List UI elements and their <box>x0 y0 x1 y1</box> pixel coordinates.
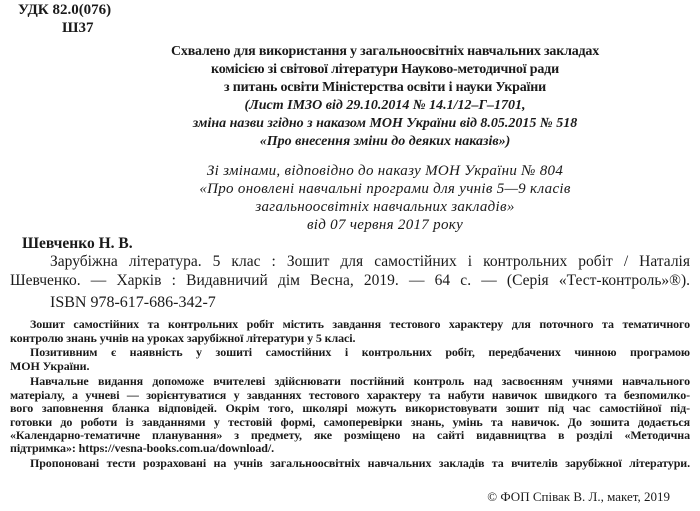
changes-line: Зі змінами, відповідно до наказу МОН України № 804 <box>206 163 564 179</box>
annotation-line: готовки до роботи із завданнями у тестовій формі, самоперевірки знань, умінь та навичок. До зошита додається <box>10 415 690 429</box>
annotation-line: Позитивним є наявність у зошиті самостійних і контрольних робіт, передбачених чинною програмою <box>30 345 690 359</box>
annotation-line: матеріалу, а учневі — зорієнтуватися у завданнях тестового характеру та набути навичок швидкого та безпомилко- <box>10 388 690 402</box>
udk-code: УДК 82.0(076) <box>18 2 112 18</box>
author: Шевченко Н. В. <box>22 235 133 252</box>
annotation-line: Зошит самостійних та контрольних робіт містить завдання тестового характеру для поточного та тематичного <box>30 317 690 331</box>
annotation-line: Навчальне видання допоможе вчителеві здійснювати постійний контроль над засвоєнням учнями навчального <box>30 374 690 388</box>
approval-line: Схвалено для використання у загальноосвітніх навчальних закладах <box>170 44 600 59</box>
bibliography-line: Зарубіжна література. 5 клас : Зошит для самостійних і контрольних робіт / Наталія <box>50 253 690 270</box>
changes-line: «Про оновлені навчальні програми для учнів 5—9 класів <box>199 181 571 197</box>
annotation-line: підтримка»: https://vesna-books.com.ua/download/. <box>10 441 274 455</box>
annotation-line: Пропоновані тести розраховані на учнів загальноосвітніх навчальних закладів та вчителів зарубіжної літератури. <box>30 456 690 470</box>
bbk-code: Ш37 <box>62 20 94 36</box>
bibliography-line: Шевченко. — Харків : Видавничий дім Весна, 2019. — 64 с. — (Серія «Тест-контроль»®). <box>10 272 690 289</box>
annotation-line: «Календарно-тематичне планування» з предмету, яке розміщено на сайті видавництва в розділі «Методична <box>10 428 690 442</box>
copyright: © ФОП Співак В. Л., макет, 2019 <box>487 489 670 504</box>
annotation-line: вого заповнення бланка відповідей. Окрім того, школярі можуть використовувати зошит під час самостійної під- <box>10 401 690 415</box>
approval-ref-line: (Лист ІМЗО від 29.10.2014 № 14.1/12–Г–1701, <box>244 98 526 113</box>
changes-line: загальноосвітніх навчальних закладів» <box>255 199 515 215</box>
approval-line: з питань освіти Міністерства освіти і науки України <box>224 80 546 95</box>
isbn: ISBN 978-617-686-342-7 <box>50 294 216 311</box>
annotation-line: МОН України. <box>10 359 90 373</box>
approval-ref-line: «Про внесення зміни до деяких наказів») <box>259 134 511 149</box>
changes-line: від 07 червня 2017 року <box>306 217 464 233</box>
approval-line: комісією зі світової літератури Науково-методичної ради <box>211 62 559 77</box>
annotation-line: контролю знань учнів на уроках зарубіжної літератури у 5 класі. <box>10 331 356 345</box>
approval-ref-line: зміна назви згідно з наказом МОН України від 8.05.2015 № 518 <box>192 116 578 131</box>
